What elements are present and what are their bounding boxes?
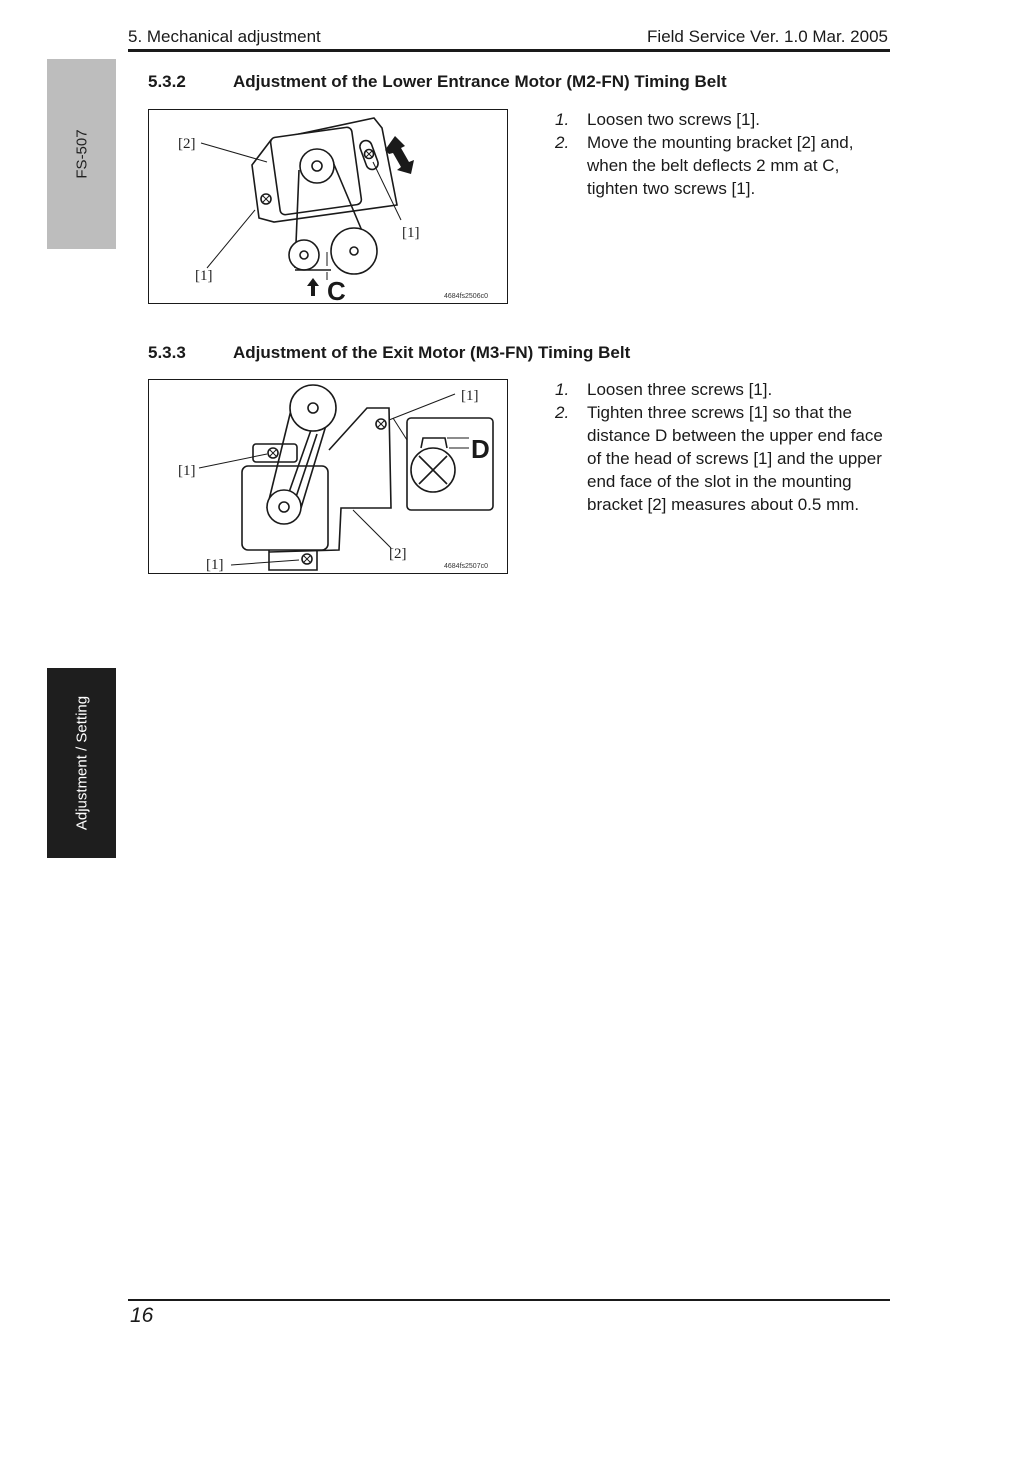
section-title: Adjustment of the Lower Entrance Motor (M2-FN) Timing Belt — [233, 72, 727, 91]
steps-list — [555, 108, 890, 200]
step-number: 1. — [555, 380, 570, 399]
step-item — [555, 108, 890, 131]
label-bracket: [2] — [389, 546, 407, 562]
step-number: 1. — [555, 110, 570, 129]
side-tab-section — [47, 668, 116, 858]
label-screws-left: [1] — [178, 463, 196, 479]
step-number: 2. — [555, 133, 570, 152]
label-screws-left: [1] — [195, 268, 213, 284]
diagram-lower-entrance-belt — [149, 110, 509, 305]
step-item — [555, 131, 890, 200]
section-number: 5.3.3 — [148, 343, 186, 362]
header-rule — [128, 49, 890, 52]
figure-lower-entrance-motor — [148, 109, 508, 304]
label-screws-right: [1] — [402, 225, 420, 241]
side-tab-model — [47, 59, 116, 249]
step-item — [555, 378, 890, 401]
page-number: 16 — [130, 1304, 154, 1327]
side-tab-section-label: Adjustment / Setting — [73, 695, 90, 831]
step-item — [555, 401, 890, 516]
step-text: Loosen three screws [1]. — [587, 380, 773, 399]
step-text: Move the mounting bracket [2] and, when the belt deflects 2 mm at C, tighten two screws [1]. — [587, 133, 854, 198]
footer-rule — [128, 1299, 890, 1301]
label-screws-bottom: [1] — [206, 557, 224, 573]
figure-exit-motor — [148, 379, 508, 574]
section-title: Adjustment of the Exit Motor (M3-FN) Timing Belt — [233, 343, 631, 362]
step-number: 2. — [555, 403, 570, 422]
header-edition: Field Service Ver. 1.0 Mar. 2005 — [647, 27, 888, 46]
figure-code: 4684fs2506c0 — [444, 293, 488, 300]
step-text: Tighten three screws [1] so that the distance D between the upper end face of the head of screws [1] and the upper end face of the slot in the mounting bracket [2] measures about 0.5 mm. — [587, 403, 883, 514]
header-chapter: 5. Mechanical adjustment — [128, 27, 321, 46]
section-number: 5.3.2 — [148, 72, 186, 91]
label-screws-top: [1] — [461, 388, 479, 404]
side-tab-model-label: FS-507 — [73, 129, 90, 179]
label-deflection-c: C — [327, 276, 346, 305]
label-bracket: [2] — [178, 136, 196, 152]
diagram-exit-belt — [149, 380, 509, 575]
step-text: Loosen two screws [1]. — [587, 110, 760, 129]
figure-code: 4684fs2507c0 — [444, 563, 488, 570]
label-distance-d: D — [471, 434, 490, 464]
steps-list — [555, 378, 890, 516]
